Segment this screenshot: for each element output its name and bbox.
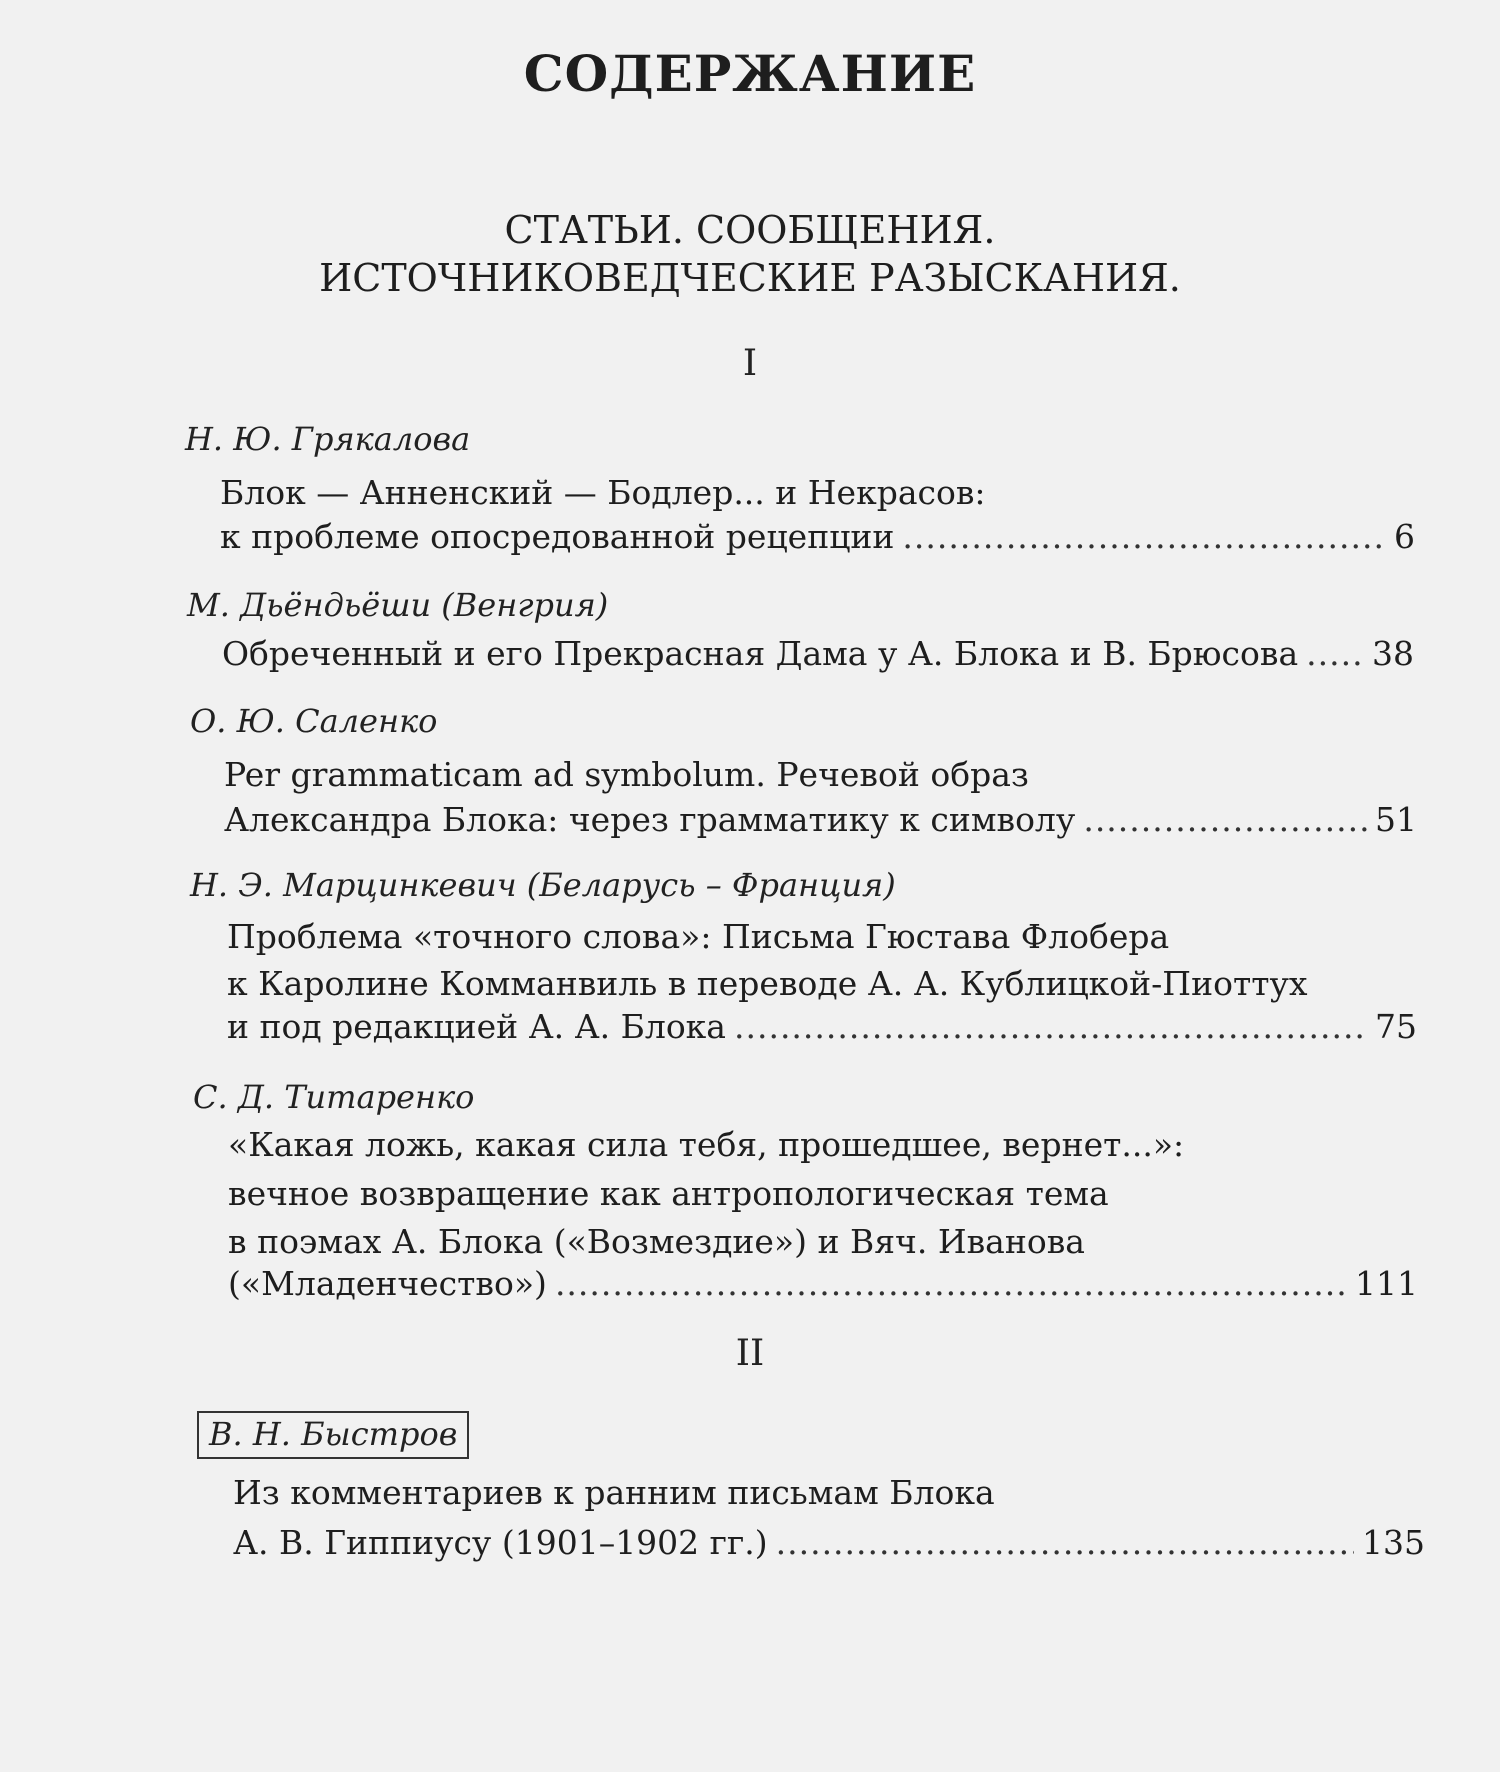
article-title-line: А. В. Гиппиусу (1901–1902 гг.) (233, 1523, 768, 1562)
author-name: Н. Ю. Грякалова (185, 420, 471, 458)
dot-leader (1083, 800, 1367, 839)
article-title-line: «Какая ложь, какая сила тебя, прошедшее, вернет...»: (228, 1125, 1185, 1164)
dot-leader (555, 1264, 1347, 1303)
toc-entry-line[interactable] (220, 517, 1415, 556)
author-name: О. Ю. Саленко (190, 702, 438, 740)
article-title-line: Александра Блока: через грамматику к символу (224, 800, 1076, 839)
author-name: Н. Э. Марцинкевич (Беларусь – Франция) (190, 866, 896, 904)
page-number: 111 (1355, 1264, 1418, 1303)
article-title-line: Проблема «точного слова»: Письма Гюстава Флобера (227, 917, 1170, 956)
page-number: 75 (1375, 1007, 1417, 1046)
dot-leader (1306, 634, 1364, 673)
article-title-line: Блок — Анненский — Бодлер... и Некрасов: (220, 473, 986, 512)
page-number: 38 (1372, 634, 1414, 673)
article-title-line: Обреченный и его Прекрасная Дама у А. Блока и В. Брюсова (222, 634, 1299, 673)
page-number: 6 (1394, 517, 1415, 556)
article-title-line: вечное возвращение как антропологическая тема (228, 1174, 1109, 1213)
page-number: 51 (1375, 800, 1417, 839)
page-title: СОДЕРЖАНИЕ (523, 44, 977, 103)
article-title-line: в поэмах А. Блока («Возмездие») и Вяч. Иванова (228, 1222, 1085, 1261)
toc-entry-line[interactable] (224, 800, 1417, 839)
dot-leader (734, 1007, 1367, 1046)
article-title-line: к проблеме опосредованной рецепции (220, 517, 895, 556)
article-title-line: Per grammaticam ad symbolum. Речевой образ (224, 755, 1029, 794)
author-name-boxed: В. Н. Быстров (197, 1411, 469, 1459)
section-number-2: II (735, 1333, 765, 1374)
toc-entry-line[interactable] (233, 1523, 1425, 1562)
author-name: С. Д. Титаренко (193, 1078, 475, 1116)
toc-entry-line[interactable] (227, 1007, 1417, 1046)
section-heading-line-1: СТАТЬИ. СООБЩЕНИЯ. (504, 208, 996, 252)
toc-entry-line[interactable] (228, 1264, 1418, 1303)
dot-leader (776, 1523, 1354, 1562)
article-title-line: («Младенчество») (228, 1264, 547, 1303)
author-name: М. Дьёндьёши (Венгрия) (187, 586, 609, 624)
article-title-line: к Каролине Комманвиль в переводе А. А. Кублицкой-Пиоттух (227, 964, 1308, 1003)
toc-entry-line[interactable] (222, 634, 1414, 673)
section-heading-line-2: ИСТОЧНИКОВЕДЧЕСКИЕ РАЗЫСКАНИЯ. (319, 256, 1181, 300)
section-number-1: I (742, 343, 758, 384)
article-title-line: и под редакцией А. А. Блока (227, 1007, 726, 1046)
page-number: 135 (1362, 1523, 1425, 1562)
article-title-line: Из комментариев к ранним письмам Блока (233, 1473, 995, 1512)
dot-leader (902, 517, 1386, 556)
